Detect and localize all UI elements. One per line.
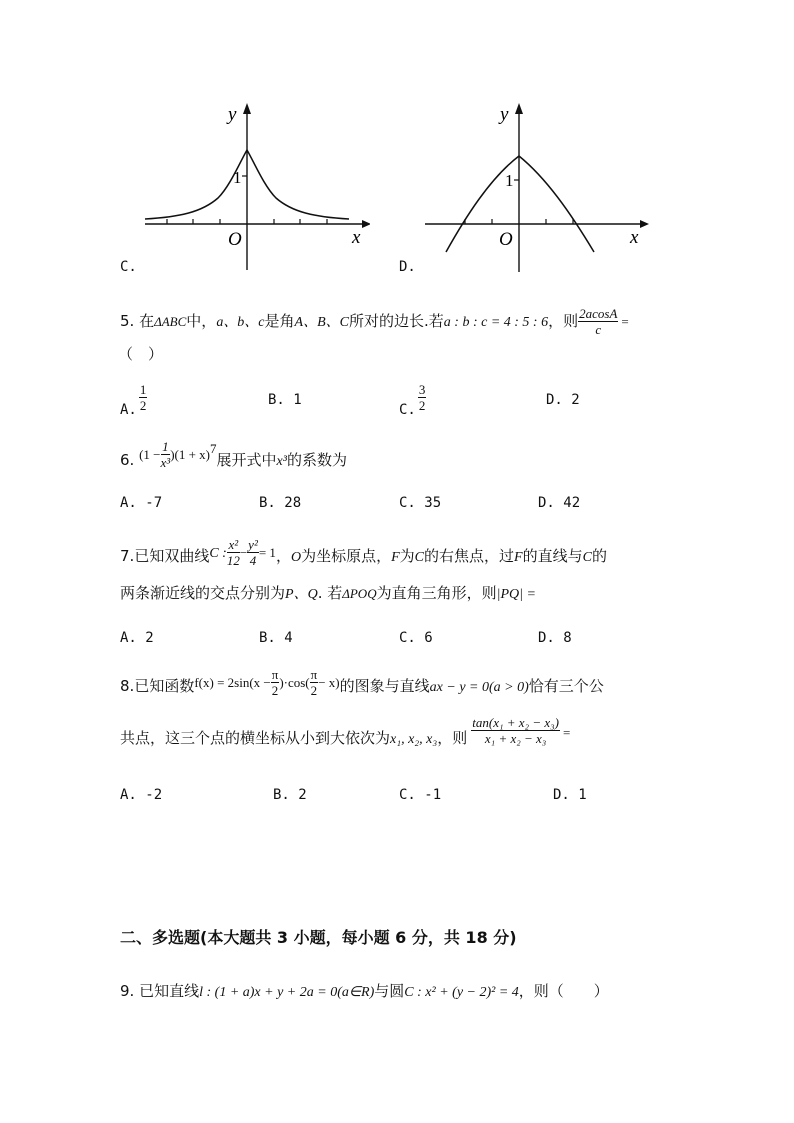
section-heading: 二、多选题(本大题共 3 小题，每小题 6 分，共 18 分)	[120, 928, 517, 947]
fraction: $\frac{2acosA}{c}$	[579, 306, 618, 337]
question-7-line2: 两条渐近线的交点分别为P、Q. 若ΔPOQ为直角三角形，则|PQ| =	[120, 584, 536, 602]
q8-option-d: D. 1	[553, 787, 587, 803]
x-axis-label: x	[352, 227, 361, 248]
question-8-line2: 共点，这三个点的横坐标从小到大依次为x₁, x₂, x₃，则 $\frac{\text{tan(x₁ + x₂ − x₃)}}{\text{x₁ + x₂ − x₃}}$ =	[120, 715, 571, 747]
y-axis-label: y	[500, 104, 509, 125]
tick-one-label: 1	[505, 171, 514, 190]
q5-option-d: D. 2	[546, 392, 580, 408]
q-number: 5.	[120, 312, 135, 330]
question-6: 6. (1 − $\frac{1}{\text{x³}}$ )$(1 + x)^7$展开式中x³的系数为	[120, 439, 347, 470]
graph-c-label: C.	[120, 259, 137, 275]
q6-option-b: B. 28	[259, 495, 302, 511]
x-axis-arrow	[640, 220, 649, 228]
question-8-line1: 8.已知函数f(x) = 2sin(x − $\frac{\pi}{2}$ )·cos( $\frac{\pi}{2}$ − x)的图象与直线ax − y = 0(a > 0)恰有三个公	[120, 667, 604, 698]
q-number: 9.	[120, 982, 135, 1000]
q7-option-c: C. 6	[399, 630, 433, 646]
question-5-paren: （ ）	[118, 345, 164, 363]
q6-option-a: A. -7	[120, 495, 163, 511]
q5-option-b: B. 1	[268, 392, 302, 408]
q5-option-c: C. $\frac{3}{2}$	[399, 382, 426, 418]
origin-label: O	[499, 229, 513, 250]
q-number: 7.	[120, 547, 135, 565]
q8-option-a: A. -2	[120, 787, 163, 803]
graph-c	[140, 100, 370, 275]
ratio: a : b : c = 4 : 5 : 6	[443, 315, 549, 330]
x-axis-arrow	[362, 220, 370, 228]
q-number: 6.	[120, 451, 135, 469]
origin-label: O	[228, 229, 242, 250]
y-axis-arrow	[515, 103, 523, 114]
triangle-abc: ΔABC	[154, 314, 187, 329]
y-axis-label: y	[228, 104, 237, 125]
q5-option-a: A. $\frac{1}{2}$	[120, 382, 147, 418]
graph-d	[420, 100, 650, 275]
peak-curve	[446, 156, 594, 252]
tick-one-label: 1	[233, 168, 242, 187]
graph-d-label: D.	[399, 259, 416, 275]
question-5: 5. 在ΔABC中，a、b、c是角A、B、C所对的边长.若a : b : c = 4 : 5 : 6，则 $\frac{2acosA}{c}$ =	[120, 306, 629, 337]
question-9: 9. 已知直线l : (1 + a)x + y + 2a = 0(a∈R)与圆C : x² + (y − 2)² = 4，则（ ）	[120, 982, 609, 1000]
sides: a、b、c	[216, 315, 265, 330]
q6-option-d: D. 42	[538, 495, 581, 511]
y-axis-arrow	[243, 103, 251, 114]
x-axis-label: x	[630, 227, 639, 248]
q8-option-c: C. -1	[399, 787, 442, 803]
q-number: 8.	[120, 677, 135, 695]
q6-option-c: C. 35	[399, 495, 442, 511]
q7-option-d: D. 8	[538, 630, 572, 646]
q8-option-b: B. 2	[273, 787, 307, 803]
q7-option-a: A. 2	[120, 630, 154, 646]
angles: A、B、C	[294, 315, 349, 330]
q7-option-b: B. 4	[259, 630, 293, 646]
question-7-line1: 7.已知双曲线C : $\frac{\text{x²}}{12}$ − $\frac{\text{y²}}{4}$ = 1，O为坐标原点，F为C的右焦点，过F的直线与C的	[120, 537, 607, 568]
